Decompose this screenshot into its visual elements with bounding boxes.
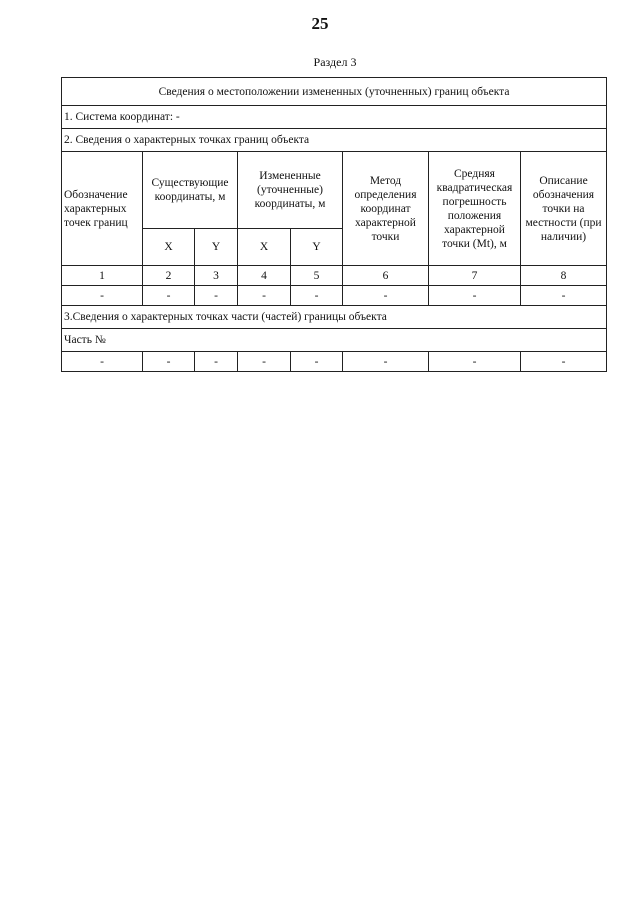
- column-number: 7: [429, 266, 521, 286]
- header-method: Метод определения координат характерной точки: [343, 152, 429, 266]
- column-number: 3: [195, 266, 238, 286]
- column-number: 1: [62, 266, 143, 286]
- header-existing-coords: Существующие координаты, м: [143, 152, 238, 229]
- table-cell: -: [143, 352, 195, 372]
- column-number: 8: [521, 266, 607, 286]
- table-cell: -: [291, 352, 343, 372]
- table-cell: -: [195, 286, 238, 306]
- column-number: 5: [291, 266, 343, 286]
- header-error: Средняя квадратическая погрешность положения характерной точки (Mt), м: [429, 152, 521, 266]
- column-number: 2: [143, 266, 195, 286]
- table-title: Сведения о местоположении измененных (уточненных) границ объекта: [62, 78, 607, 106]
- points-section-row: 2. Сведения о характерных точках границ объекта: [62, 129, 607, 152]
- parts-section-row: 3.Сведения о характерных точках части (частей) границы объекта: [62, 306, 607, 329]
- header-designation: Обозначение характерных точек границ: [62, 152, 143, 266]
- section-title: Раздел 3: [313, 55, 357, 69]
- page-number: 25: [311, 14, 329, 33]
- header-y-changed: Y: [291, 229, 343, 266]
- table-cell: -: [143, 286, 195, 306]
- table-cell: -: [238, 352, 291, 372]
- table-cell: -: [521, 352, 607, 372]
- table-cell: -: [343, 352, 429, 372]
- column-numbers-row: [62, 266, 607, 286]
- table-cell: -: [521, 286, 607, 306]
- table-cell: -: [62, 352, 143, 372]
- table-cell: -: [62, 286, 143, 306]
- table-cell: -: [429, 352, 521, 372]
- header-x-changed: X: [238, 229, 291, 266]
- table-cell: -: [343, 286, 429, 306]
- header-x-existing: X: [143, 229, 195, 266]
- table-cell: -: [291, 286, 343, 306]
- boundary-table: [61, 77, 607, 372]
- column-number: 6: [343, 266, 429, 286]
- table-cell: -: [238, 286, 291, 306]
- coord-system-row: 1. Система координат: -: [62, 106, 607, 129]
- table-cell: -: [195, 352, 238, 372]
- header-changed-coords: Измененные (уточненные) координаты, м: [238, 152, 343, 229]
- table-row: [62, 286, 607, 306]
- column-number: 4: [238, 266, 291, 286]
- header-description: Описание обозначения точки на местности (при наличии): [521, 152, 607, 266]
- table-row: [62, 352, 607, 372]
- part-label-row: Часть №: [62, 329, 607, 352]
- table-cell: -: [429, 286, 521, 306]
- header-y-existing: Y: [195, 229, 238, 266]
